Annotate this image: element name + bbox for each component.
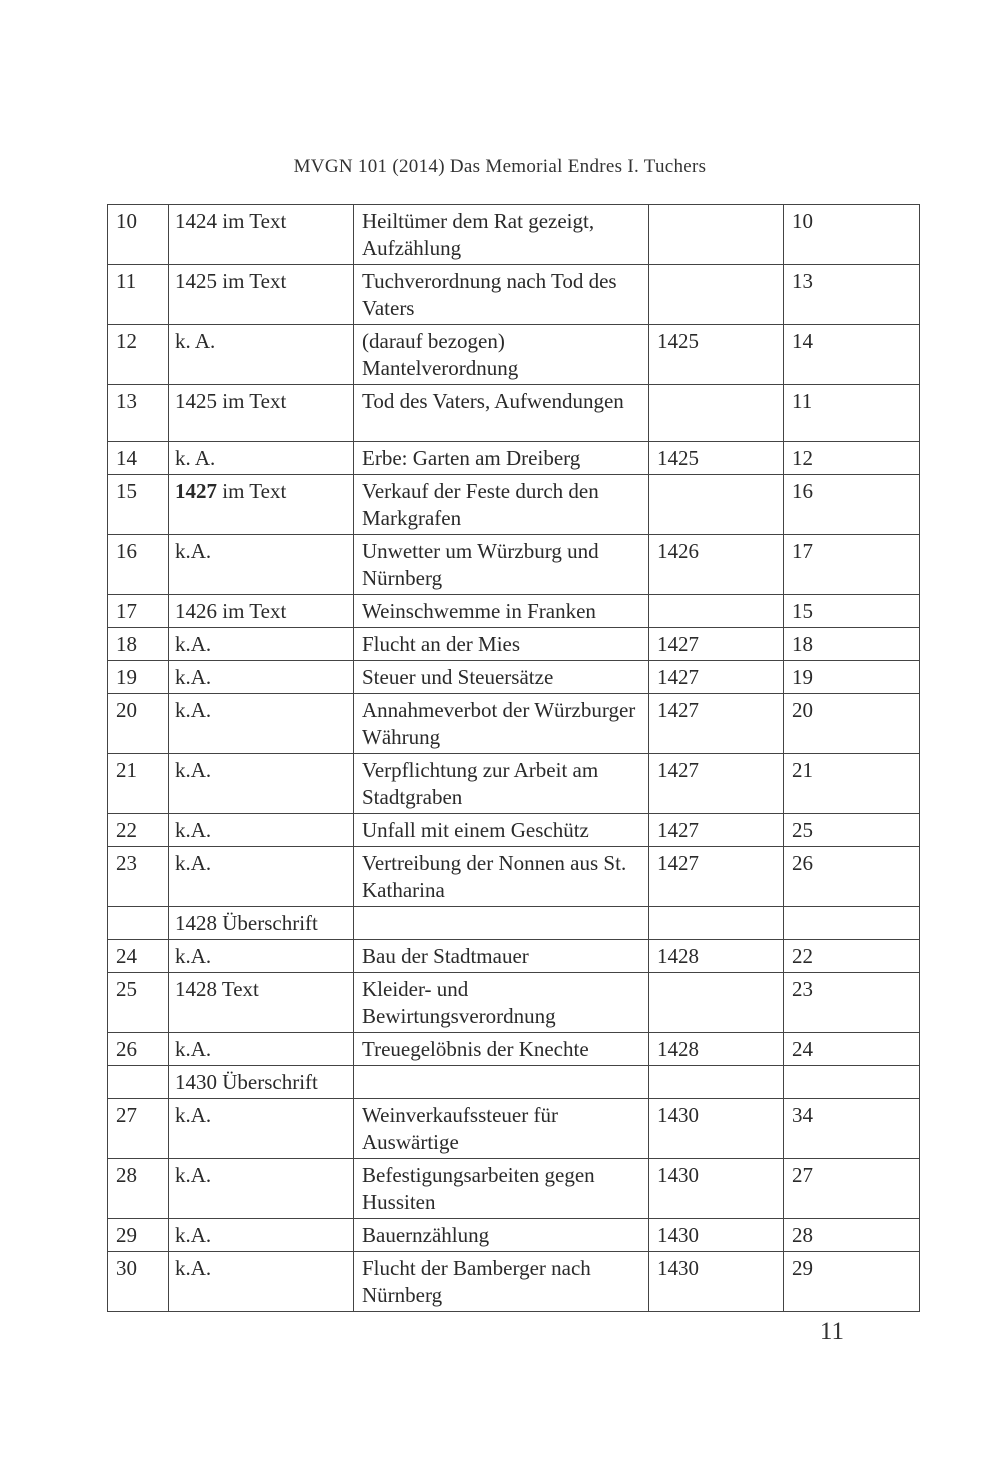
table-row (108, 535, 920, 595)
cell-number: 15 (108, 475, 169, 535)
cell-date: 1430 Überschrift (169, 1066, 354, 1099)
cell-number: 19 (108, 661, 169, 694)
cell-order: 24 (784, 1033, 920, 1066)
table-row (108, 814, 920, 847)
cell-number: 20 (108, 694, 169, 754)
cell-number (108, 1066, 169, 1099)
cell-date-rest: im Text (217, 479, 287, 503)
cell-topic: Weinverkaufssteuer für Auswärtige (354, 1099, 649, 1159)
cell-date: k.A. (169, 1219, 354, 1252)
memorial-table (107, 204, 920, 1312)
page-number: 11 (819, 1318, 844, 1345)
cell-topic: Erbe: Garten am Dreiberg (354, 442, 649, 475)
cell-number: 21 (108, 754, 169, 814)
cell-order: 19 (784, 661, 920, 694)
table-row (108, 907, 920, 940)
cell-topic: Tod des Vaters, Aufwendungen (354, 385, 649, 442)
cell-year (649, 595, 784, 628)
cell-order (784, 1066, 920, 1099)
table-row (108, 1033, 920, 1066)
cell-order (784, 907, 920, 940)
cell-date: k.A. (169, 1159, 354, 1219)
table-body (108, 205, 920, 1312)
cell-order: 20 (784, 694, 920, 754)
cell-topic: Verpflichtung zur Arbeit am Stadtgraben (354, 754, 649, 814)
cell-order: 22 (784, 940, 920, 973)
cell-date: k. A. (169, 325, 354, 385)
table-row (108, 1159, 920, 1219)
cell-number: 11 (108, 265, 169, 325)
running-head: MVGN 101 (2014) Das Memorial Endres I. Tuchers (293, 156, 707, 177)
cell-date: k.A. (169, 814, 354, 847)
cell-topic: Kleider- und Bewirtungsverordnung (354, 973, 649, 1033)
table-row (108, 1252, 920, 1312)
cell-date: k.A. (169, 1252, 354, 1312)
cell-year (649, 265, 784, 325)
cell-topic: Unfall mit einem Geschütz (354, 814, 649, 847)
cell-date: k.A. (169, 1099, 354, 1159)
cell-date: 1428 Text (169, 973, 354, 1033)
cell-number: 18 (108, 628, 169, 661)
table-row (108, 442, 920, 475)
cell-date: k.A. (169, 1033, 354, 1066)
cell-year: 1425 (649, 442, 784, 475)
cell-topic: Flucht an der Mies (354, 628, 649, 661)
table-row (108, 1219, 920, 1252)
table-row (108, 973, 920, 1033)
cell-number: 22 (108, 814, 169, 847)
cell-number: 24 (108, 940, 169, 973)
cell-year: 1430 (649, 1099, 784, 1159)
cell-topic: Annahmeverbot der Würzburger Währung (354, 694, 649, 754)
cell-year: 1427 (649, 814, 784, 847)
cell-topic: Tuchverordnung nach Tod des Vaters (354, 265, 649, 325)
cell-order: 25 (784, 814, 920, 847)
table-row (108, 595, 920, 628)
cell-order: 18 (784, 628, 920, 661)
cell-number: 26 (108, 1033, 169, 1066)
table-row (108, 325, 920, 385)
cell-topic: Befestigungsarbeiten gegen Hussiten (354, 1159, 649, 1219)
cell-year (649, 973, 784, 1033)
cell-year: 1430 (649, 1219, 784, 1252)
table-row (108, 694, 920, 754)
table-row (108, 754, 920, 814)
cell-year: 1427 (649, 847, 784, 907)
cell-topic: Flucht der Bamberger nach Nürnberg (354, 1252, 649, 1312)
cell-order: 27 (784, 1159, 920, 1219)
table-row (108, 1066, 920, 1099)
cell-topic: Steuer und Steuersätze (354, 661, 649, 694)
table-row (108, 205, 920, 265)
cell-topic (354, 1066, 649, 1099)
cell-order: 29 (784, 1252, 920, 1312)
cell-topic: (darauf bezogen) Mantelverordnung (354, 325, 649, 385)
cell-topic: Vertreibung der Nonnen aus St. Katharina (354, 847, 649, 907)
cell-order: 14 (784, 325, 920, 385)
cell-number: 13 (108, 385, 169, 442)
cell-year (649, 1066, 784, 1099)
table-row (108, 847, 920, 907)
cell-date: k.A. (169, 847, 354, 907)
cell-order: 34 (784, 1099, 920, 1159)
cell-number: 14 (108, 442, 169, 475)
cell-year (649, 475, 784, 535)
cell-order: 26 (784, 847, 920, 907)
cell-order: 28 (784, 1219, 920, 1252)
cell-order: 10 (784, 205, 920, 265)
cell-date: k.A. (169, 628, 354, 661)
cell-topic: Weinschwemme in Franken (354, 595, 649, 628)
cell-topic: Heiltümer dem Rat gezeigt, Aufzählung (354, 205, 649, 265)
cell-topic: Verkauf der Feste durch den Markgrafen (354, 475, 649, 535)
cell-topic: Bauernzählung (354, 1219, 649, 1252)
table-row (108, 265, 920, 325)
cell-number: 30 (108, 1252, 169, 1312)
cell-date: k.A. (169, 535, 354, 595)
table-row (108, 385, 920, 442)
cell-year: 1428 (649, 1033, 784, 1066)
cell-order: 11 (784, 385, 920, 442)
table-row (108, 940, 920, 973)
cell-year: 1430 (649, 1159, 784, 1219)
cell-year: 1425 (649, 325, 784, 385)
cell-date: k.A. (169, 754, 354, 814)
cell-number: 29 (108, 1219, 169, 1252)
cell-year (649, 907, 784, 940)
cell-year: 1427 (649, 694, 784, 754)
cell-number: 28 (108, 1159, 169, 1219)
cell-number: 12 (108, 325, 169, 385)
cell-year: 1427 (649, 661, 784, 694)
cell-number (108, 907, 169, 940)
cell-date: 1426 im Text (169, 595, 354, 628)
cell-date: k.A. (169, 940, 354, 973)
table-row (108, 628, 920, 661)
cell-order: 12 (784, 442, 920, 475)
cell-year: 1430 (649, 1252, 784, 1312)
cell-year: 1427 (649, 628, 784, 661)
cell-date: 1424 im Text (169, 205, 354, 265)
cell-date-bold-year: 1427 (175, 479, 217, 503)
cell-order: 13 (784, 265, 920, 325)
cell-order: 17 (784, 535, 920, 595)
cell-date: k. A. (169, 442, 354, 475)
cell-topic: Bau der Stadtmauer (354, 940, 649, 973)
cell-number: 23 (108, 847, 169, 907)
cell-year (649, 205, 784, 265)
cell-date: k.A. (169, 661, 354, 694)
cell-number: 25 (108, 973, 169, 1033)
table-row (108, 661, 920, 694)
cell-topic (354, 907, 649, 940)
cell-date: 1428 Überschrift (169, 907, 354, 940)
cell-year: 1428 (649, 940, 784, 973)
cell-order: 16 (784, 475, 920, 535)
table-row (108, 1099, 920, 1159)
cell-year: 1426 (649, 535, 784, 595)
cell-order: 23 (784, 973, 920, 1033)
cell-topic: Unwetter um Würzburg und Nürnberg (354, 535, 649, 595)
cell-date: 1425 im Text (169, 385, 354, 442)
cell-number: 10 (108, 205, 169, 265)
cell-year (649, 385, 784, 442)
cell-year: 1427 (649, 754, 784, 814)
cell-topic: Treuegelöbnis der Knechte (354, 1033, 649, 1066)
cell-number: 17 (108, 595, 169, 628)
cell-date (169, 475, 354, 535)
table-row (108, 475, 920, 535)
cell-order: 15 (784, 595, 920, 628)
cell-date: k.A. (169, 694, 354, 754)
cell-number: 16 (108, 535, 169, 595)
cell-number: 27 (108, 1099, 169, 1159)
cell-order: 21 (784, 754, 920, 814)
cell-date: 1425 im Text (169, 265, 354, 325)
